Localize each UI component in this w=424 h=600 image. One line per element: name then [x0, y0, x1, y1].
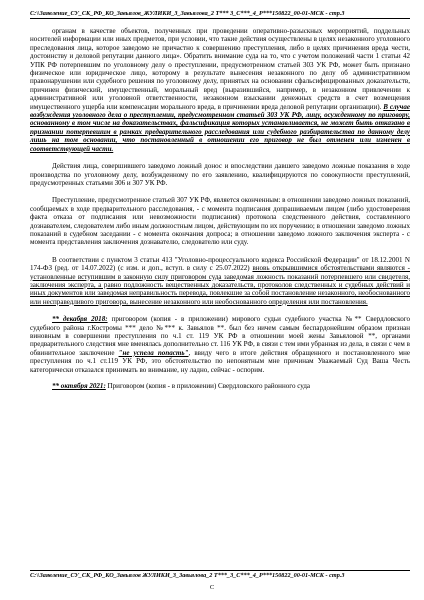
- paragraph-4: [30, 256, 410, 306]
- paragraph-4-underlined: вновь открывшимися обстоятельствами являются - установленные вступившим в законную силу приговором суда заведомая ложность показаний потерпевшего или свидетеля, заключения эксперта, а равно подложность вещественных доказательств, протоколов следственных и судебных действий и иных документов или заведомая неправильность перевода, повлекшие за собой постановление незаконного, необоснованного или несправедливого приговора, вынесение незаконного или необоснованного определения или постановления.: [30, 264, 410, 306]
- paragraph-5: [30, 315, 410, 374]
- paragraph-1-text: органам в качестве объектов, полученных при проведении оперативно-разыскных мероприятий, поддельных носителей информации или иных предметов, при условии, что такие действия осуществлены в целях незаконного уголовного преследования лица, которое заведомо не причастно к совершению преступления, либо в целях причинения вреда чести, достоинству и деловой репутации данного лица». Обратить внимание суда на то, что с учетом положений части 1 статьи 42 УПК РФ потерпевшим по уголовному делу о преступлении, предусмотренном статьей 303 УК РФ, может быть признано физическое или юридическое лицо, которому в результате вынесения незаконного по делу об административном правонарушении или судебного решения по уголовному делу, принятых на основании сфальсифицированных доказательств, причинен физический, имущественный, моральный вред (выразившийся, например, в незаконном привлечении к административной или уголовной ответственности, незаконном взыскании денежных средств в счет возмещения имущественного ущерба или компенсации морального вреда, в причинении вреда деловой репутации организации).: [30, 27, 410, 111]
- paragraph-1-highlight: В случае возбуждения уголовного дела о преступлении, предусмотренном статьей 303 УК РФ, лицу, осужденному по приговору, основанному в том числе на доказательствах, фальсификация которых устанавливается, не может быть отказано в признании потерпевшим в рамках предварительного расследования или судебного разбирательства по данному делу лишь на том основании, что постановленный в отношении его приговор не был отменен или изменен в соответствующей части.: [30, 102, 411, 153]
- paragraph-6-text: Приговором (копия - в приложении) Свердловского районного суда: [105, 382, 311, 391]
- page-header: C:\\Заявление_СУ_СК_РФ_КО_Завьялов_ЖУЛИКИ_3_Завьялова_2 Т*** 3_С***_4_Р***150822_00-01-МСК - стр.3: [30, 10, 410, 19]
- page-footer: C:\\Заявление_СУ_СК_РФ_КО_Завьялов ЖУЛИКИ_3_Завьялова_2 Т***_3_С***_4_Р***150822_00-01-МСК - стр.3: [30, 570, 410, 579]
- paragraph-6: [30, 382, 410, 390]
- document-body: [30, 27, 410, 399]
- paragraph-4-text: В соответствии с пунктом 3 статьи 413 "Уголовно-процессуального кодекса Российской Федерации" от 18.12.2001 N 174-ФЗ (ред. от 14.07.2022) (с изм. и доп., вступ. в силу с 25.07.2022): [30, 255, 410, 273]
- paragraph-5-quote: "не успела попасть": [118, 348, 189, 357]
- paragraph-5-text-a: приговором (копия - в приложении) мирового судьи судебного участка №** Свердловского судебного района г.Костромы *** дело №*** к. Завьялов **. был без ничем самым беспардонейшим образом признан виновным в совершении преступления по ч.1 ст. 119 УК РФ в отношении моей жены Завьяловой **, органами предварительного следствия мне вменялась дополнительно ст. 116 УК РФ, в связи с тем ими убранная из дела, в связи с чем в обвинительное заключение: [30, 315, 410, 357]
- paragraph-3: Преступление, предусмотренное статьей 307 УК РФ, является оконченным: в отношении заведомо ложных показаний, сообщаемых в ходе предварительного расследования, - с момента подписания допрашиваемым лицом (либо удостоверения факта отказа от подписания или невозможности подписания) протокола следственного действия, составленного дознавателем, следователем либо иным должностным лицом, действующим по их поручению; в отношении заведомо ложных показаний в судебном заседании - с момента окончания допроса; в отношении заведомо ложного заключения эксперта - с момента представления заключения дознавателю, следователю или суду.: [30, 196, 410, 247]
- page-mark: С: [209, 584, 215, 591]
- paragraph-2: Действия лица, совершившего заведомо ложный донос и впоследствии давшего заведомо ложные показания в ходе производства по уголовному делу, возбужденному по его заявлению, квалифицируются по совокупности преступлений, предусмотренных статьями 306 и 307 УК РФ.: [30, 162, 410, 187]
- paragraph-5-text-b: , ввиду чего в итоге действия обращенного и постановленного мне преступления по ч.1 ст.119 УК РФ, это обстоятельство по непонятным мне причинам Уважаемый Суд Ваша Честь категорически отказался принимать во внимание, ну ладно, сейчас - оспорим.: [30, 348, 410, 374]
- paragraph-5-date: ** декабря 2018:: [52, 315, 108, 324]
- paragraph-1: [30, 27, 410, 153]
- paragraph-6-date: ** октября 2021:: [52, 382, 106, 391]
